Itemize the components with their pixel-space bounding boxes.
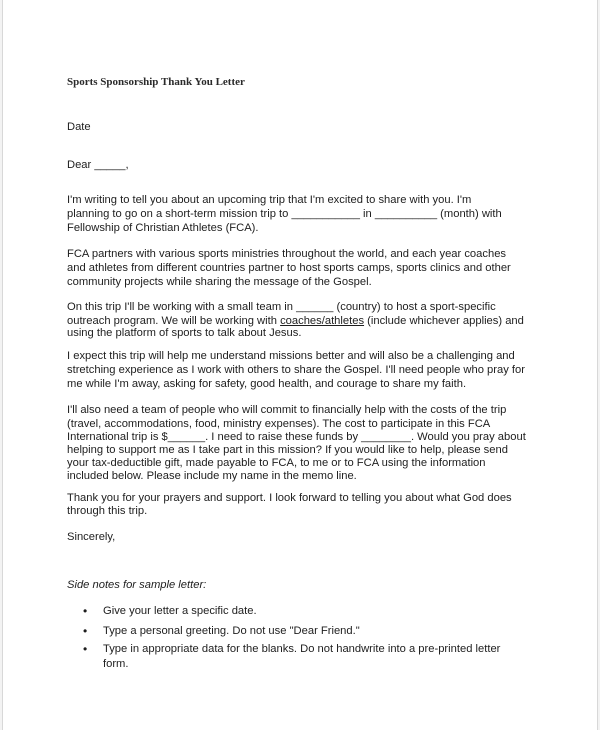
paragraph-5-line: (travel, accommodations, food, ministry expenses). The cost to participate in this FCA (67, 418, 491, 430)
letter-title: Sports Sponsorship Thank You Letter (67, 76, 245, 88)
paragraph-5-line: I'll also need a team of people who will commit to financially help with the costs of the trip (67, 404, 507, 416)
paragraph-5-line: your tax-deductible gift, made payable to FCA, to me or to FCA using the information (67, 457, 486, 469)
side-note-item: Type a personal greeting. Do not use "Dear Friend." (103, 625, 360, 637)
coaches-athletes-underlined: coaches/athletes (280, 315, 365, 327)
paragraph-3-text: (include whichever applies) and (364, 315, 524, 327)
paragraph-4-line: I expect this trip will help me understand missions better and will also be a challenging and (67, 350, 515, 362)
paragraph-2-line: community projects while sharing the message of the Gospel. (67, 276, 372, 288)
paragraph-2-line: and athletes from different countries partner to host sports camps, sports clinics and other (67, 262, 511, 274)
letter-page (2, 0, 598, 730)
paragraph-5-line: helping to support me as I take part in this mission? If you would like to help, please send (67, 444, 508, 456)
paragraph-3-text: outreach program. We will be working with (67, 315, 281, 327)
paragraph-1-line: Fellowship of Christian Athletes (FCA). (67, 222, 259, 234)
paragraph-5-line: International trip is $______. I need to raise these funds by ________. Would you pray about (67, 431, 526, 443)
greeting-line: Dear _____, (67, 159, 129, 171)
paragraph-3-line: using the platform of sports to talk about Jesus. (67, 327, 302, 339)
paragraph-2-line: FCA partners with various sports ministries throughout the world, and each year coaches (67, 248, 507, 260)
side-note-item-continuation: form. (103, 658, 129, 670)
side-note-item: Type in appropriate data for the blanks. Do not handwrite into a pre-printed letter (103, 643, 501, 655)
paragraph-1-line: planning to go on a short-term mission trip to ___________ in __________ (month) with (67, 208, 502, 220)
side-note-item: Give your letter a specific date. (103, 605, 257, 617)
date-line: Date (67, 121, 91, 133)
closing-line: Sincerely, (67, 531, 116, 543)
paragraph-6-line: through this trip. (67, 505, 148, 517)
paragraph-4-line: stretching experience as I work with others to share the Gospel. I'll need people who pray for (67, 364, 525, 376)
bullet-icon: • (83, 604, 88, 618)
paragraph-5-line: included below. Please include my name in the memo line. (67, 470, 357, 482)
paragraph-4-line: me while I'm away, asking for safety, good health, and courage to share my faith. (67, 378, 467, 390)
bullet-icon: • (83, 624, 88, 638)
paragraph-6-line: Thank you for your prayers and support. I look forward to telling you about what God does (67, 492, 512, 504)
paragraph-1-line: I'm writing to tell you about an upcoming trip that I'm excited to share with you. I'm (67, 194, 472, 206)
side-notes-heading: Side notes for sample letter: (67, 579, 207, 591)
paragraph-3-line: On this trip I'll be working with a small team in ______ (country) to host a sport-specific (67, 301, 496, 313)
bullet-icon: • (83, 642, 88, 656)
